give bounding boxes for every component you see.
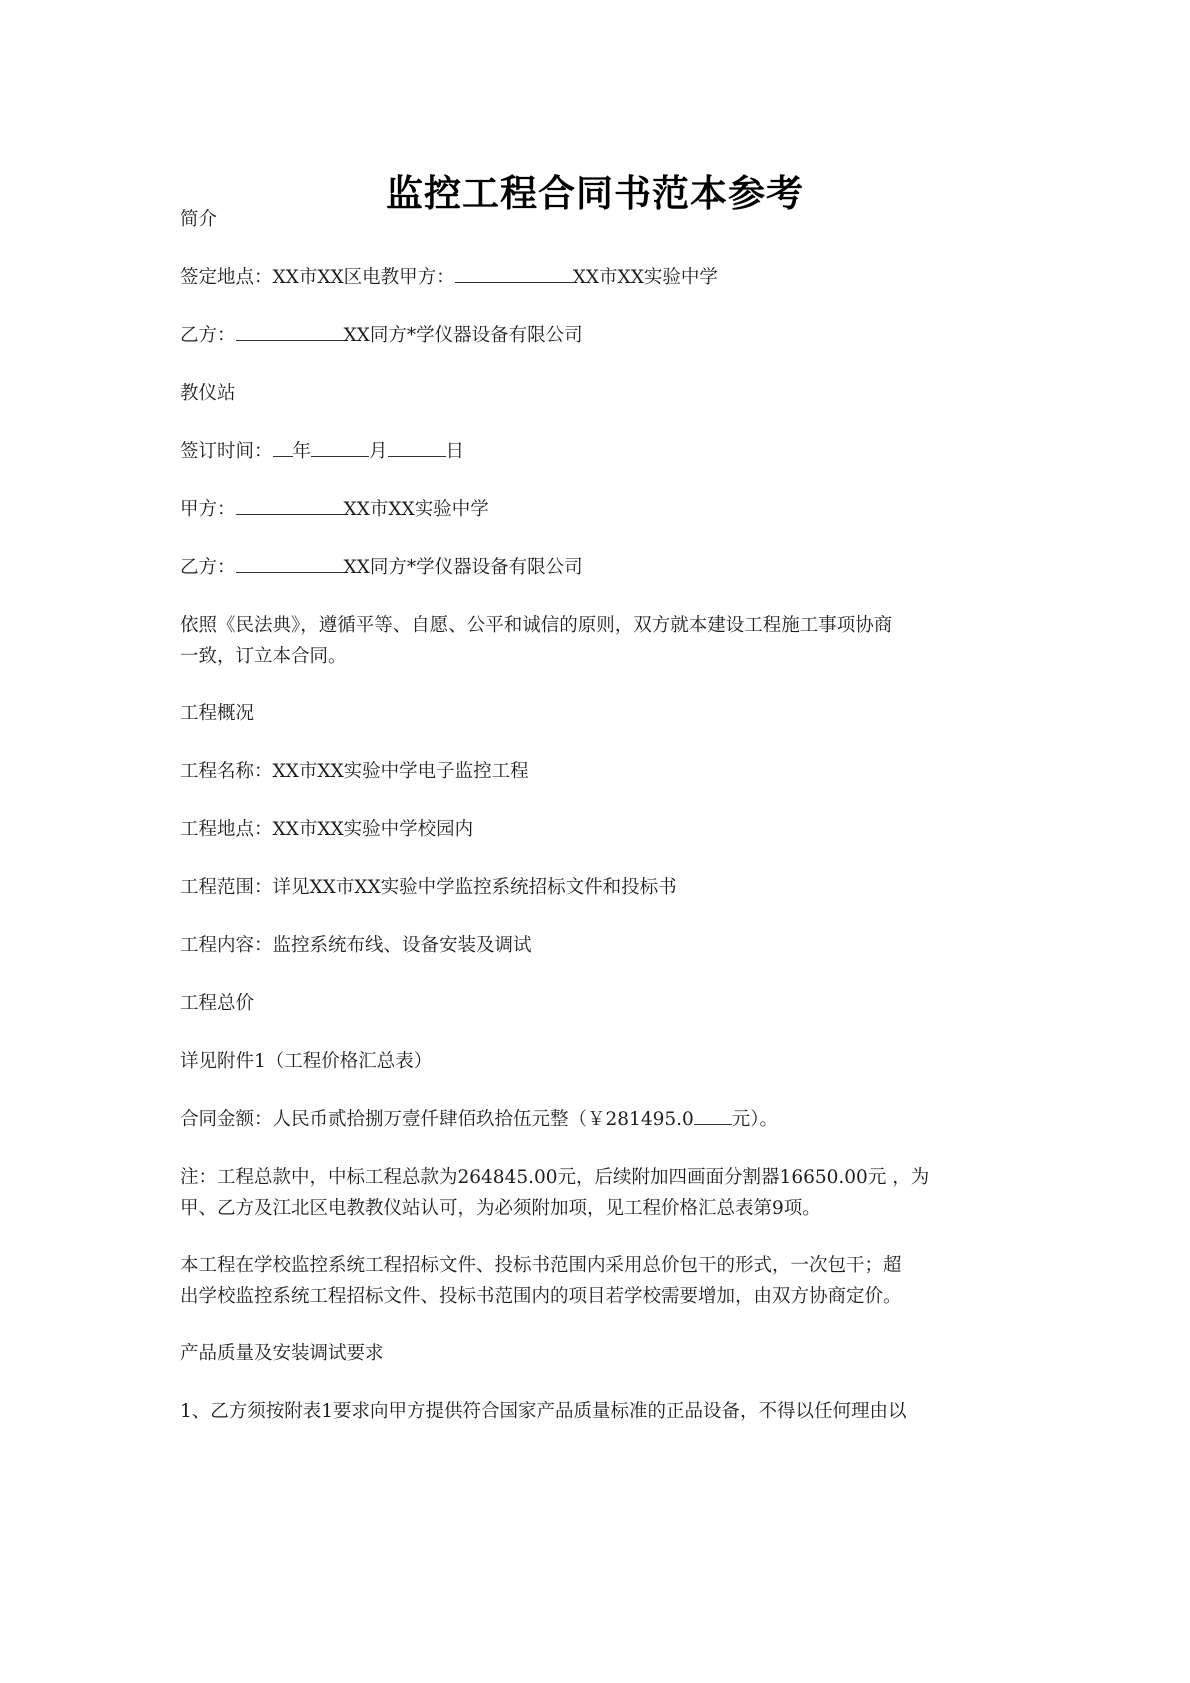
- party-a-label: 甲方：: [180, 499, 236, 520]
- contract-amount-prefix: 合同金额：人民币贰拾捌万壹仟肆佰玖拾伍元整（￥281495.0: [180, 1109, 694, 1130]
- sign-location-line: [180, 262, 1020, 293]
- lump-sum-paragraph: [180, 1250, 1025, 1312]
- preamble-line-1: 依照《民法典》，遵循平等、自愿、公平和诚信的原则，双方就本建设工程施工事项协商: [180, 615, 893, 636]
- project-name: 工程名称：XX市XX实验中学电子监控工程: [180, 761, 529, 782]
- sign-time-line: [180, 436, 1020, 467]
- blank-underline: [311, 438, 369, 457]
- sign-time-year: 年: [292, 441, 312, 462]
- price-note-paragraph: [180, 1162, 1025, 1224]
- sign-time-month: 月: [369, 441, 388, 462]
- quality-heading: 产品质量及安装调试要求: [180, 1343, 384, 1364]
- price-heading: 工程总价: [180, 993, 255, 1014]
- sign-location-party-a: XX市XX实验中学: [572, 267, 718, 288]
- party-a-name: XX市XX实验中学: [343, 499, 489, 520]
- party-a-line: [180, 494, 1020, 525]
- party-b-line: [180, 320, 1020, 351]
- station-line: 教仪站: [180, 383, 236, 404]
- document-title: 监控工程合同书范本参考: [386, 172, 804, 215]
- price-note-line-2: 甲、乙方及江北区电教教仪站认可，为必须附加项，见工程价格汇总表第9项。: [180, 1198, 821, 1219]
- price-note-line-1: 注：工程总款中，中标工程总款为264845.00元，后续附加四画面分割器16650.00元 ，为: [180, 1167, 930, 1188]
- party-b2-label: 乙方：: [180, 557, 236, 578]
- quality-item-1: 1、乙方须按附表1要求向甲方提供符合国家产品质量标准的正品设备，不得以任何理由以: [180, 1401, 907, 1422]
- intro-heading: 简介: [180, 209, 218, 230]
- preamble-paragraph: [180, 610, 1025, 672]
- party-b-label: 乙方：: [180, 325, 236, 346]
- blank-underline: [236, 554, 344, 573]
- sign-location-prefix: 签定地点：XX市XX区电教甲方：: [180, 267, 455, 288]
- blank-underline: [236, 496, 344, 515]
- project-location: 工程地点：XX市XX实验中学校园内: [180, 819, 474, 840]
- project-content: 工程内容：监控系统布线、设备安装及调试: [180, 935, 532, 956]
- lump-sum-line-1: 本工程在学校监控系统工程招标文件、投标书范围内采用总价包干的形式，一次包干；超: [180, 1255, 902, 1276]
- party-b2-line: [180, 552, 1020, 583]
- project-scope: 工程范围：详见XX市XX实验中学监控系统招标文件和投标书: [180, 877, 677, 898]
- overview-heading: 工程概况: [180, 703, 255, 724]
- blank-underline: [694, 1106, 732, 1125]
- party-b-name: XX同方*学仪器设备有限公司: [343, 325, 583, 346]
- preamble-line-2: 一致，订立本合同。: [180, 646, 347, 667]
- contract-amount-suffix: 元）。: [731, 1109, 779, 1130]
- lump-sum-line-2: 出学校监控系统工程招标文件、投标书范围内的项目若学校需要增加，由双方协商定价。: [180, 1286, 902, 1307]
- contract-amount-line: [180, 1104, 1020, 1135]
- sign-time-label: 签订时间：: [180, 441, 273, 462]
- blank-underline: [273, 438, 293, 457]
- blank-underline: [455, 264, 573, 283]
- price-attachment: 详见附件1（工程价格汇总表）: [180, 1051, 433, 1072]
- blank-underline: [236, 322, 344, 341]
- party-b2-name: XX同方*学仪器设备有限公司: [343, 557, 583, 578]
- blank-underline: [388, 438, 446, 457]
- sign-time-day: 日: [445, 441, 465, 462]
